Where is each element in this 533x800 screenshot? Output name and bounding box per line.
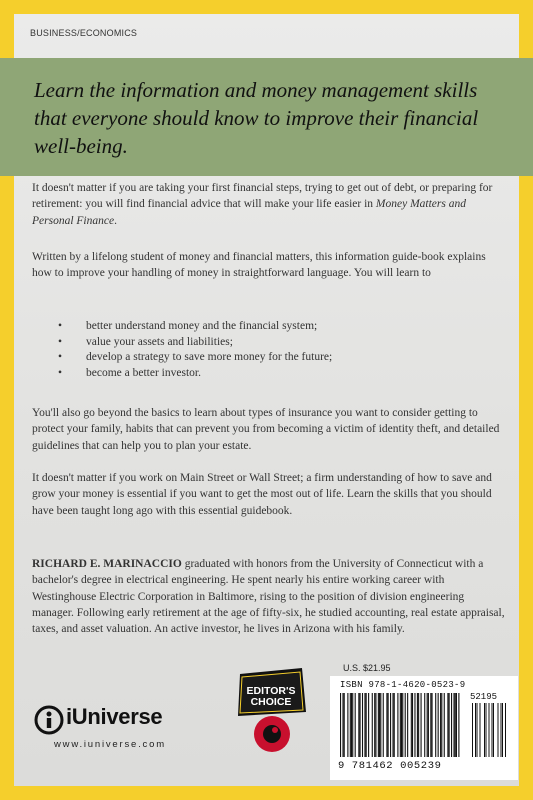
list-item-text: value your assets and liabilities; <box>86 335 233 348</box>
list-item-text: develop a strategy to save more money for the future; <box>86 351 333 363</box>
barcode-bars <box>340 693 508 757</box>
description-paragraph-3: You'll also go beyond the basics to learn about types of insurance you want to consider getting to protect your family, habits that can prevent you from becoming a victim of identity theft, and detailed guidelines that can help you to plan your estate. <box>32 407 500 452</box>
list-item <box>32 350 502 366</box>
bullet-icon: • <box>58 351 63 363</box>
publisher-url: www.iuniverse.com <box>54 739 166 750</box>
description-paragraph-2: Written by a lifelong student of money and financial matters, this information guide-book explains how to improve your handling of money in straightforward language. You will learn to <box>32 251 486 280</box>
author-bio-text: graduated with honors from the University of Connecticut with a bachelor's degree in electrical engineering. He spent nearly his entire working career with Westinghouse Electric Corporation in Baltimore, rising to the position of division engineering manager. Following early retirement at the age of fifty-six, he studied accounting, real estate appraisal, taxes, and asset valuation. An active investor, he lives in Arizona with his family. <box>32 558 505 636</box>
badge-line-1: EDITOR'S <box>246 685 296 697</box>
badge-line-2: CHOICE <box>250 696 292 708</box>
publisher-name: iUniverse <box>66 704 163 729</box>
category-label: BUSINESS/ECONOMICS <box>30 28 138 38</box>
author-bio <box>32 556 508 637</box>
bullet-icon: • <box>58 366 63 379</box>
ean-number: 9 781462 005239 <box>338 760 442 772</box>
isbn-text: ISBN 978-1-4620-0523-9 <box>340 680 466 690</box>
list-item <box>32 319 502 335</box>
paragraph-1-end: . <box>114 214 117 227</box>
description-paragraph-4: It doesn't matter if you work on Main Street or Wall Street; a firm understanding of how to save and grow your money is essential if you want to get the most out of life. Learn the skills that you should have been taught long ago with this essential guidebook. <box>32 472 492 517</box>
list-item <box>32 335 502 351</box>
description-paragraph-1 <box>32 180 508 229</box>
book-title: Money Matters and Personal Finance <box>32 198 466 227</box>
list-item-text: become a better investor. <box>86 366 201 379</box>
price-label: U.S. $21.95 <box>343 663 391 673</box>
tagline: Learn the information and money management skills that everyone should know to improve their financial well-being. <box>34 78 479 158</box>
editors-choice-badge <box>232 666 310 762</box>
barcode <box>330 676 518 780</box>
bullet-icon: • <box>58 320 63 332</box>
list-item <box>32 366 502 382</box>
author-name: RICHARD E. MARINACCIO <box>32 558 182 570</box>
bullet-icon: • <box>58 335 63 348</box>
list-item-text: better understand money and the financial system; <box>86 320 318 332</box>
skills-list <box>32 319 502 381</box>
price-code: 52195 <box>470 692 498 702</box>
iuniverse-logo-icon <box>34 705 64 735</box>
paragraph-1-text: It doesn't matter if you are taking your first financial steps, trying to get out of debt, or preparing for retirement: you will find financial advice that will make your life easier in <box>32 182 493 211</box>
badge-text <box>239 686 303 708</box>
